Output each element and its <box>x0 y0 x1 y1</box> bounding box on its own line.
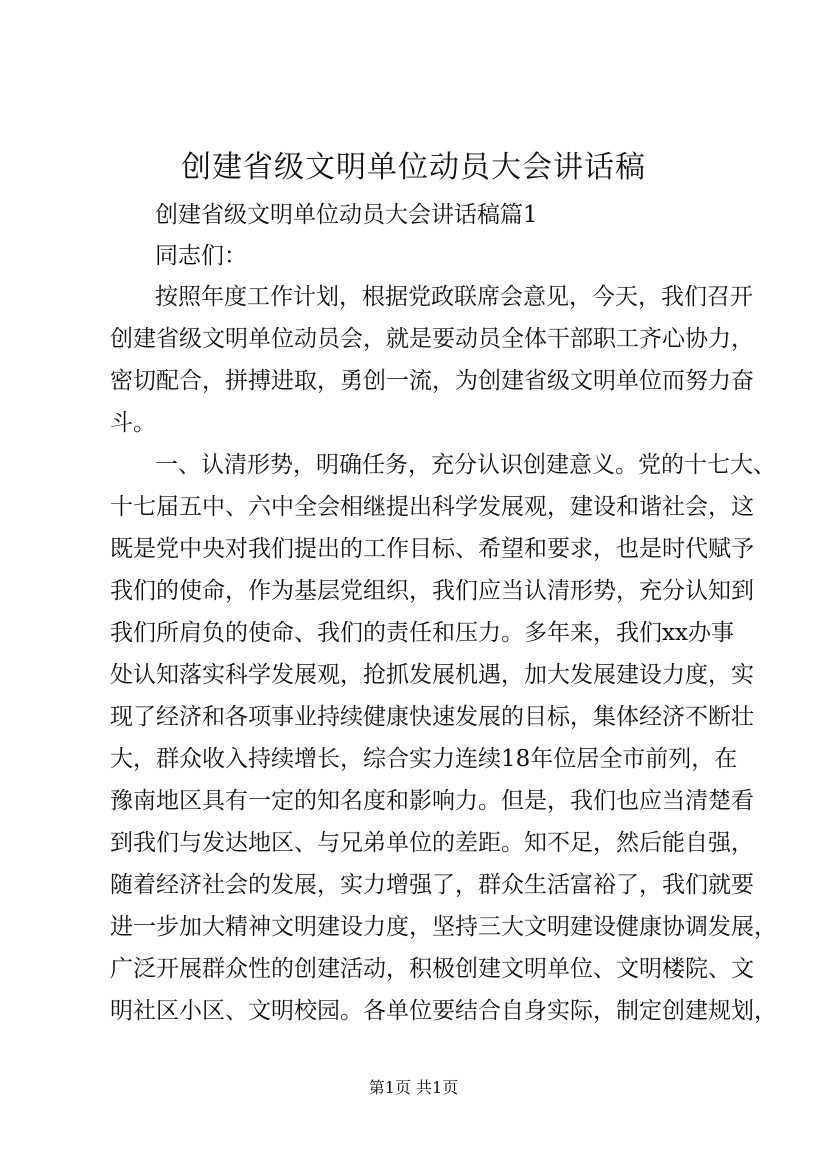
paragraph-line: 斗。 <box>110 410 156 436</box>
paragraph-line: 一、认清形势，明确任务，充分认识创建意义。党的十七大、 <box>155 452 776 478</box>
paragraph-line: 豫南地区具有一定的知名度和影响力。但是，我们也应当清楚看 <box>110 788 754 814</box>
document-title: 创建省级文明单位动员大会讲话稿 <box>181 150 646 185</box>
paragraph-line: 明社区小区、文明校园。各单位要结合自身实际，制定创建规划， <box>110 998 777 1024</box>
salutation: 同志们： <box>155 243 247 269</box>
paragraph-line: 既是党中央对我们提出的工作目标、希望和要求，也是时代赋予 <box>110 536 754 562</box>
paragraph-line: 创建省级文明单位动员会，就是要动员全体干部职工齐心协力， <box>110 326 754 352</box>
paragraph-line: 密切配合，拼搏进取，勇创一流，为创建省级文明单位而努力奋 <box>110 368 754 394</box>
paragraph-line: 按照年度工作计划，根据党政联席会意见，今天，我们召开 <box>155 284 753 310</box>
paragraph-line: 随着经济社会的发展，实力增强了，群众生活富裕了，我们就要 <box>110 872 754 898</box>
paragraph-line: 十七届五中、六中全会相继提出科学发展观，建设和谐社会，这 <box>110 494 754 520</box>
paragraph-line: 现了经济和各项事业持续健康快速发展的目标，集体经济不断壮 <box>110 704 754 730</box>
paragraph-line: 进一步加大精神文明建设力度，坚持三大文明建设健康协调发展， <box>110 914 777 940</box>
page-number-footer: 第1页 共1页 <box>368 1078 459 1097</box>
paragraph-line: 到我们与发达地区、与兄弟单位的差距。知不足，然后能自强， <box>110 830 754 856</box>
paragraph-line: 广泛开展群众性的创建活动，积极创建文明单位、文明楼院、文 <box>110 956 754 982</box>
paragraph-line: 我们所肩负的使命、我们的责任和压力。多年来，我们xx办事 <box>110 620 734 646</box>
document-subtitle: 创建省级文明单位动员大会讲话稿篇1 <box>155 202 538 228</box>
paragraph-line: 我们的使命，作为基层党组织，我们应当认清形势，充分认知到 <box>110 578 754 604</box>
paragraph-line: 大，群众收入持续增长，综合实力连续18年位居全市前列，在 <box>110 746 738 772</box>
paragraph-line: 处认知落实科学发展观，抢抓发展机遇，加大发展建设力度，实 <box>110 662 754 688</box>
